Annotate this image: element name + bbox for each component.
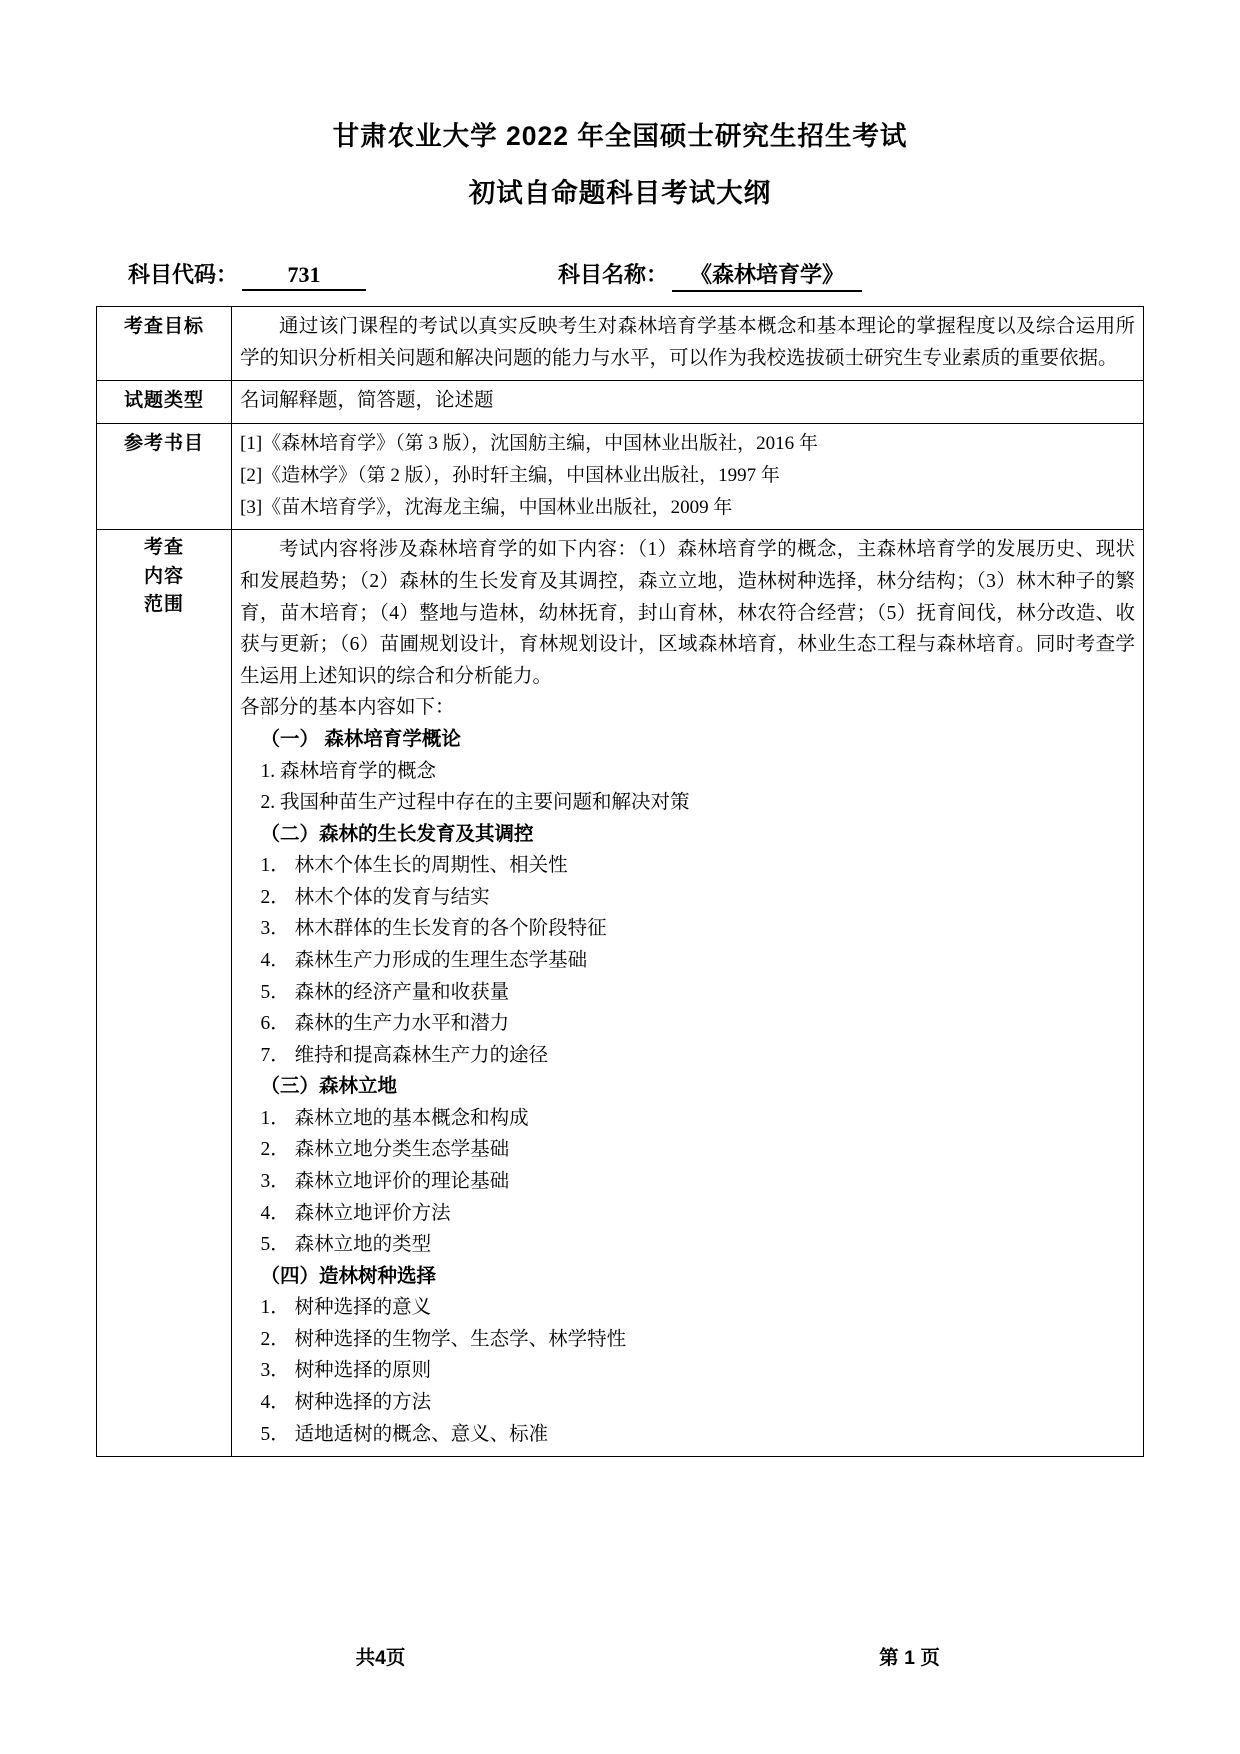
title-line-2: 初试自命题科目考试大纲	[468, 177, 772, 208]
subject-code-group	[128, 258, 558, 291]
row-label-scope	[97, 530, 232, 1457]
title-line-1: 甘肃农业大学 2022 年全国硕士研究生招生考试	[332, 121, 908, 151]
subject-code-label: 科目代码：	[128, 262, 239, 287]
scope-label-line: 范围	[143, 594, 184, 616]
scope-label-line: 内容	[143, 565, 184, 587]
syllabus-table	[96, 306, 1144, 1457]
subject-code-value: 731	[242, 262, 366, 291]
section-item: 3． 树种选择的原则	[260, 1360, 432, 1382]
row-content-objective	[232, 307, 1144, 381]
row-label-references: 参考书目	[97, 423, 232, 530]
section-item: 4． 森林立地评价方法	[260, 1202, 451, 1224]
section-item: 1． 森林立地的基本概念和构成	[260, 1107, 529, 1129]
question-types-text: 名词解释题，简答题，论述题	[240, 390, 494, 412]
row-content-references	[232, 423, 1144, 530]
section-heading: （四）造林树种选择	[260, 1264, 436, 1287]
section-item: 7． 维持和提高森林生产力的途径	[260, 1044, 549, 1066]
section-item: 3． 森林立地评价的理论基础	[260, 1171, 510, 1193]
row-content-scope	[232, 530, 1144, 1457]
section-item: 1． 树种选择的意义	[260, 1297, 432, 1319]
section-item: 6． 森林的生产力水平和潜力	[260, 1013, 510, 1035]
footer-current-page: 第 1 页	[879, 1647, 940, 1669]
scope-intro-tail: 各部分的基本内容如下：	[240, 697, 455, 719]
section-heading: （三）森林立地	[260, 1075, 397, 1098]
footer-total-pages: 共4页	[355, 1647, 406, 1669]
table-row-question-types	[97, 381, 1144, 424]
reference-item: [1]《森林培育学》（第 3 版），沈国舫主编，中国林业出版社，2016 年	[240, 432, 818, 454]
scope-intro-paragraph: 考试内容将涉及森林培育学的如下内容：（1）森林培育学的概念，主森林培育学的发展历史、现状和发展趋势；（2）森林的生长发育及其调控，森立立地，造林树种选择，林分结构；（3）林木种子的繁育，苗木培育；（4）整地与造林，幼林抚育，封山育林，林农符合经营；（5）抚育间伐，林分改造、收获与更新；（6）苗圃规划设计，育林规划设计，区域森林培育，林业生态工程与森林培育。同时考查学生运用上述知识的综合和分析能力。	[240, 539, 1135, 687]
section-item: 1. 森林培育学的概念	[260, 760, 436, 782]
row-label-objective: 考查目标	[97, 307, 232, 381]
section-item: 2. 我国种苗生产过程中存在的主要问题和解决对策	[260, 792, 690, 814]
section-item: 5． 适地适树的概念、意义、标准	[260, 1423, 549, 1445]
section-item: 1． 林木个体生长的周期性、相关性	[260, 855, 568, 877]
reference-item: [2]《造林学》（第 2 版），孙时轩主编，中国林业出版社，1997 年	[240, 464, 780, 486]
subject-name-group	[558, 258, 862, 292]
section-item: 2． 树种选择的生物学、生态学、林学特性	[260, 1328, 627, 1350]
section-item: 3． 林木群体的生长发育的各个阶段特征	[260, 918, 607, 940]
row-content-question-types	[232, 381, 1144, 424]
section-heading: （二）森林的生长发育及其调控	[260, 822, 534, 845]
table-row-references	[97, 423, 1144, 530]
reference-item: [3]《苗木培育学》，沈海龙主编，中国林业出版社，2009 年	[240, 496, 733, 518]
scope-label-line: 考查	[143, 537, 184, 559]
section-item: 5． 森林立地的类型	[260, 1234, 432, 1256]
section-item: 4． 树种选择的方法	[260, 1392, 432, 1414]
row-label-question-types: 试题类型	[97, 381, 232, 424]
page-footer	[96, 1642, 1144, 1670]
document-title-block	[96, 123, 1144, 206]
section-item: 5． 森林的经济产量和收获量	[260, 981, 510, 1003]
objective-text: 通过该门课程的考试以真实反映考生对森林培育学基本概念和基本理论的掌握程度以及综合运用所学的知识分析相关问题和解决问题的能力与水平，可以作为我校选拔硕士研究生专业素质的重要依据。	[240, 316, 1135, 369]
section-heading: （一） 森林培育学概论	[260, 727, 461, 750]
subject-name-value: 《森林培育学》	[672, 258, 862, 292]
section-item: 2． 林木个体的发育与结实	[260, 886, 490, 908]
subject-name-label: 科目名称：	[558, 262, 669, 287]
subject-info-row	[96, 258, 1144, 292]
section-item: 2． 森林立地分类生态学基础	[260, 1139, 510, 1161]
table-row-objective	[97, 307, 1144, 381]
table-row-scope	[97, 530, 1144, 1457]
section-item: 4． 森林生产力形成的生理生态学基础	[260, 949, 588, 971]
